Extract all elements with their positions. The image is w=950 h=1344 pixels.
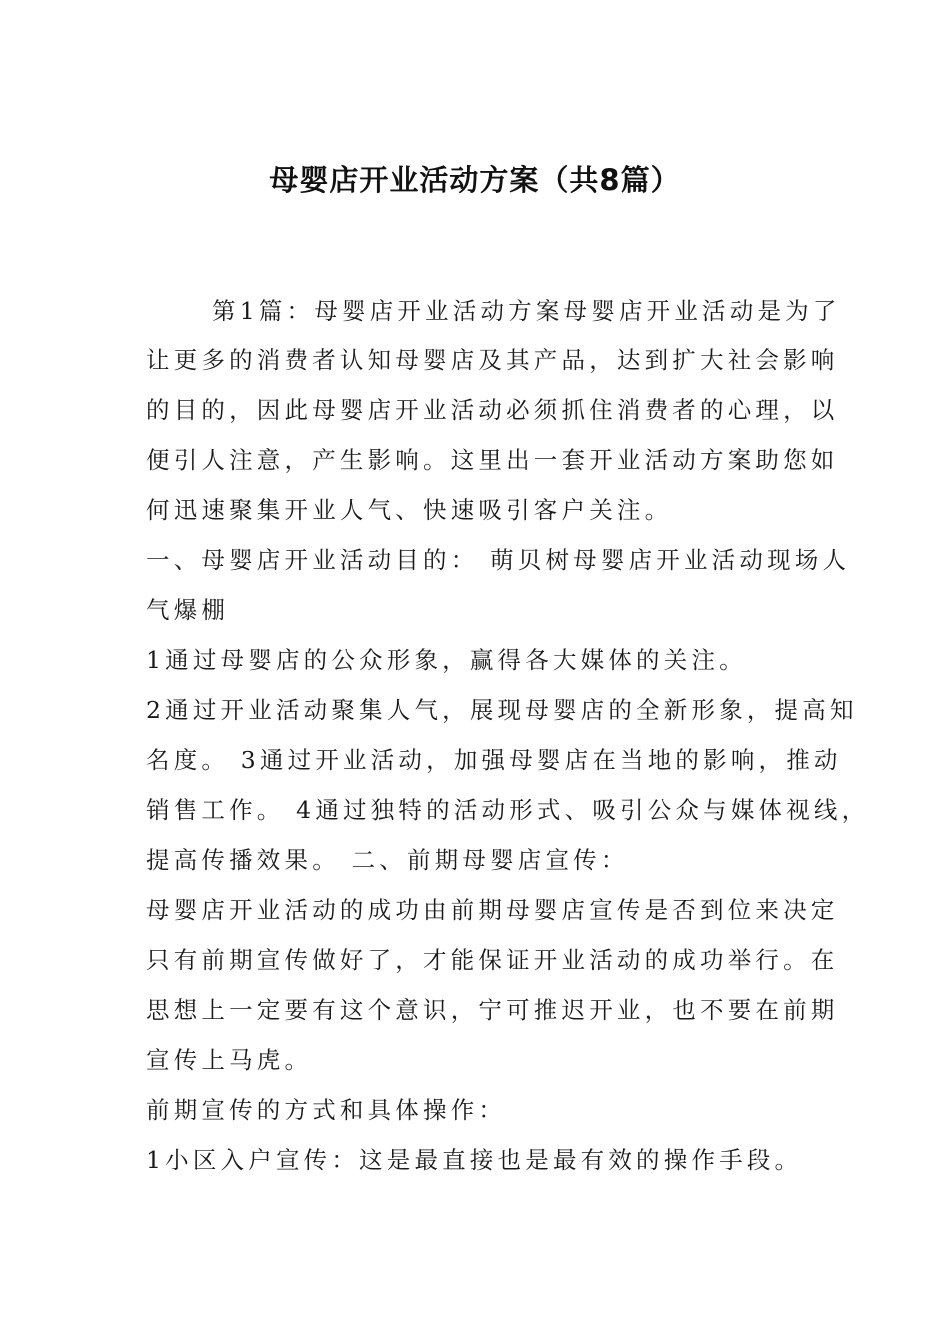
paragraph-line: 便引人注意，产生影响。这里出一套开业活动方案助您如 bbox=[146, 446, 839, 474]
paragraph-line: 气爆棚 bbox=[146, 596, 230, 624]
list-item-line: 1通过母婴店的公众形象，赢得各大媒体的关注。 bbox=[146, 646, 747, 674]
section-heading-line: 一、母婴店开业活动目的： 萌贝树母婴店开业活动现场人 bbox=[146, 546, 851, 574]
paragraph-line: 第1篇：母婴店开业活动方案母婴店开业活动是为了 bbox=[212, 297, 841, 325]
list-item-line: 提高传播效果。 二、前期母婴店宣传： bbox=[146, 846, 629, 874]
paragraph-line: 思想上一定要有这个意识，宁可推迟开业，也不要在前期 bbox=[146, 996, 839, 1024]
paragraph-line: 母婴店开业活动的成功由前期母婴店宣传是否到位来决定 bbox=[146, 896, 839, 924]
paragraph-line: 前期宣传的方式和具体操作： bbox=[146, 1096, 507, 1124]
paragraph-line: 何迅速聚集开业人气、快速吸引客户关注。 bbox=[146, 496, 673, 524]
list-item-line: 名度。 3通过开业活动，加强母婴店在当地的影响，推动 bbox=[146, 746, 842, 774]
list-item-line: 2通过开业活动聚集人气，展现母婴店的全新形象，提高知 bbox=[146, 696, 858, 724]
paragraph-line: 宣传上马虎。 bbox=[146, 1046, 313, 1074]
paragraph-line: 的目的，因此母婴店开业活动必须抓住消费者的心理，以 bbox=[146, 396, 839, 424]
paragraph-line: 让更多的消费者认知母婴店及其产品，达到扩大社会影响 bbox=[146, 346, 839, 374]
list-item-line: 1小区入户宣传：这是最直接也是最有效的操作手段。 bbox=[146, 1146, 803, 1174]
list-item-line: 销售工作。 4通过独特的活动形式、吸引公众与媒体视线， bbox=[146, 796, 870, 824]
paragraph-line: 只有前期宣传做好了，才能保证开业活动的成功举行。在 bbox=[146, 946, 839, 974]
document-title: 母婴店开业活动方案（共8篇） bbox=[269, 163, 681, 197]
